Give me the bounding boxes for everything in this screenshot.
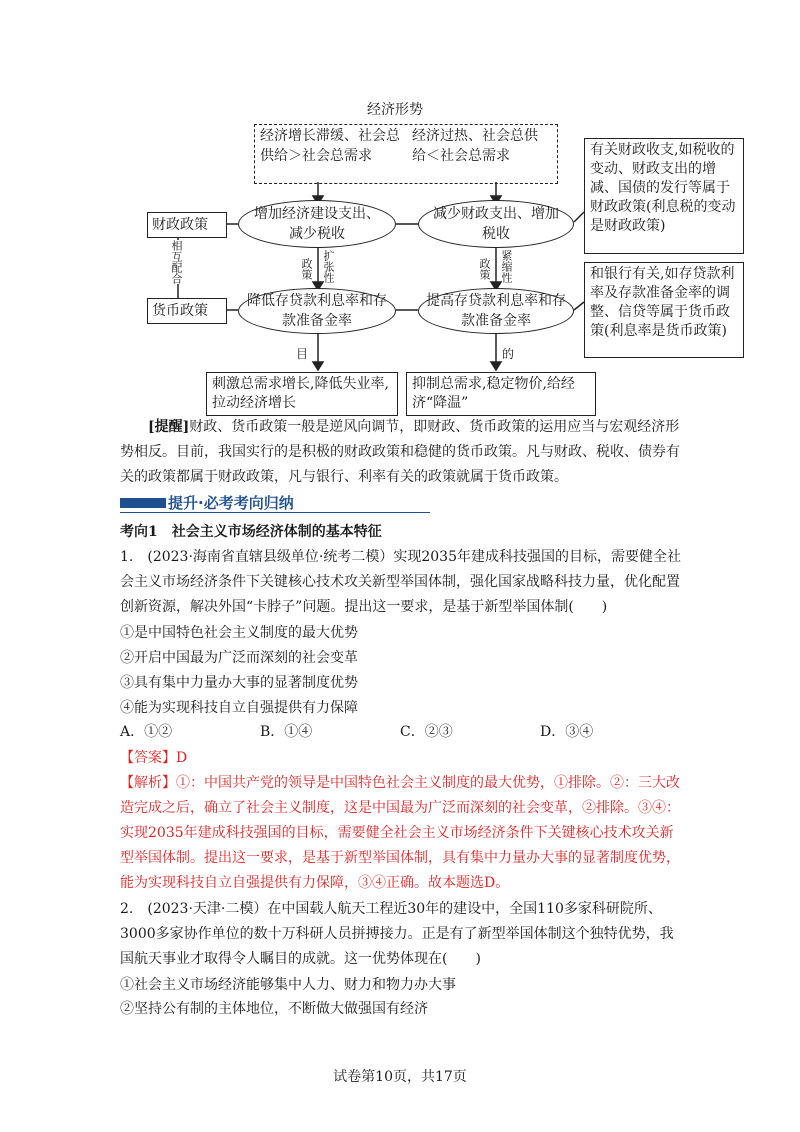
purpose-char-left: 目 (296, 347, 309, 361)
q1-analysis (120, 771, 682, 896)
q1-option-4: ④能为实现科技自立自强提供有力保障 (120, 700, 358, 716)
analysis-text: ①：中国共产党的领导是中国特色社会主义制度的最大优势，①排除。②：三大改造完成之后，确立了社会主义制度，这是中国最为广泛而深刻的社会变革，②排除。③④：实现2035年建成科技强国的目标，需要健全社会主义市场经济条件下关键核心技术攻关新型举国体制。提出这一要求，是基于新型举国体制，具有集中力量办大事的显著制度优势，能为实现科技自立自强提供有力保障，③④正确。故本题选D。 (120, 775, 680, 891)
situation-overheat: 经济过热、社会总供给＜社会总需求 (412, 128, 538, 164)
answer-value: D (176, 750, 188, 766)
section-title: 提升·必考考向归纳 (168, 494, 294, 512)
reminder-text: 财政、货币政策一般是逆风向调节，即财政、货币政策的运用应当与宏观经济形势相反。目前，我国实行的是积极的财政政策和稳健的货币政策。凡与财政、税收、债券有关的政策都属于财政政策，凡与银行、利率有关的政策就属于货币政策。 (120, 419, 680, 485)
q1-option-2: ②开启中国最为广泛而深刻的社会变革 (120, 650, 358, 666)
reminder-label: [提醒] (148, 419, 190, 435)
banner-bar (120, 498, 166, 508)
q2-option-1: ①社会主义市场经济能够集中人力、财力和物力办大事 (120, 977, 456, 993)
q2-option-2: ②坚持公有制的主体地位，不断做大做强国有经济 (120, 1001, 428, 1017)
diagram-title: 经济形势 (367, 102, 423, 118)
fiscal-policy-label: 财政政策 (147, 212, 227, 238)
q1-option-3: ③具有集中力量办大事的显著制度优势 (120, 675, 358, 691)
analysis-label: 【解析】 (120, 775, 176, 791)
policy-word-right: 政策 (478, 258, 491, 280)
monetary-tight-ellipse (418, 288, 574, 334)
q1-answer (120, 746, 187, 771)
question-2-stem: 2. (2023·天津·二模）在中国载人航天工程近30年的建设中，全国110多家科研院所、3000多家协作单位的数十万科研人员拼搏接力。正是有了新型举国体制这个独特优势，我国航天事业才取得令人瞩目的成就。这一优势体现在( ) (120, 901, 674, 967)
tight-policy-label: 紧缩性 (500, 250, 513, 283)
page-footer: 试卷第10页，共17页 (333, 1069, 467, 1085)
section-banner (120, 492, 430, 514)
situation-slow: 经济增长滞缓、社会总供给＞社会总需求 (260, 128, 400, 164)
q1-choice-c: C．②③ (400, 724, 453, 740)
fiscal-expansion-text: 增加经济建设支出、减少税收 (254, 206, 380, 242)
mutual-coordination: 相互配合 (170, 240, 183, 284)
result-cool-box: 抑制总需求,稳定物价,给经济“降温” (406, 372, 596, 416)
direction-title: 考向1 社会主义市场经济体制的基本特征 (120, 524, 382, 540)
monetary-expansion-text: 降低存贷款利息率和存款准备金率 (247, 293, 387, 329)
purpose-char-right: 的 (502, 347, 515, 361)
expansion-policy-label: 扩张性 (322, 250, 335, 283)
monetary-policy-label: 货币政策 (147, 298, 227, 324)
question-1-stem: 1. (2023·海南省直辖县级单位·统考二模）实现2035年建成科技强国的目标，需要健全社会主义市场经济条件下关键核心技术攻关新型举国体制，强化国家战略科技力量，优化配置创新资源，解决外国“卡脖子”问题。提出这一要求，是基于新型举国体制( ) (120, 549, 681, 615)
q1-choice-a: A．①② (120, 724, 173, 740)
monetary-note-box: 和银行有关,如存贷款利率及存款准备金率的调整、信贷等属于货币政策(利息率是货币政策) (584, 262, 744, 358)
policy-word-left: 政策 (300, 258, 313, 280)
q1-choice-d: D．③④ (540, 724, 594, 740)
fiscal-tight-ellipse (418, 200, 574, 248)
monetary-tight-text: 提高存贷款利息率和存款准备金率 (426, 293, 566, 329)
result-stimulate-box: 刺激总需求增长,降低失业率,拉动经济增长 (206, 372, 398, 416)
fiscal-expansion-ellipse (238, 200, 396, 248)
fiscal-tight-text: 减少财政支出、增加税收 (433, 206, 559, 242)
monetary-expansion-ellipse (238, 288, 396, 334)
q1-option-1: ①是中国特色社会主义制度的最大优势 (120, 625, 358, 641)
reminder-paragraph (120, 415, 682, 490)
q1-choice-b: B．①④ (260, 724, 313, 740)
fiscal-note-box: 有关财政收支,如税收的变动、财政支出的增减、国债的发行等属于财政政策(利息税的变动是财政政策) (584, 138, 744, 254)
answer-label: 【答案】 (120, 750, 176, 766)
